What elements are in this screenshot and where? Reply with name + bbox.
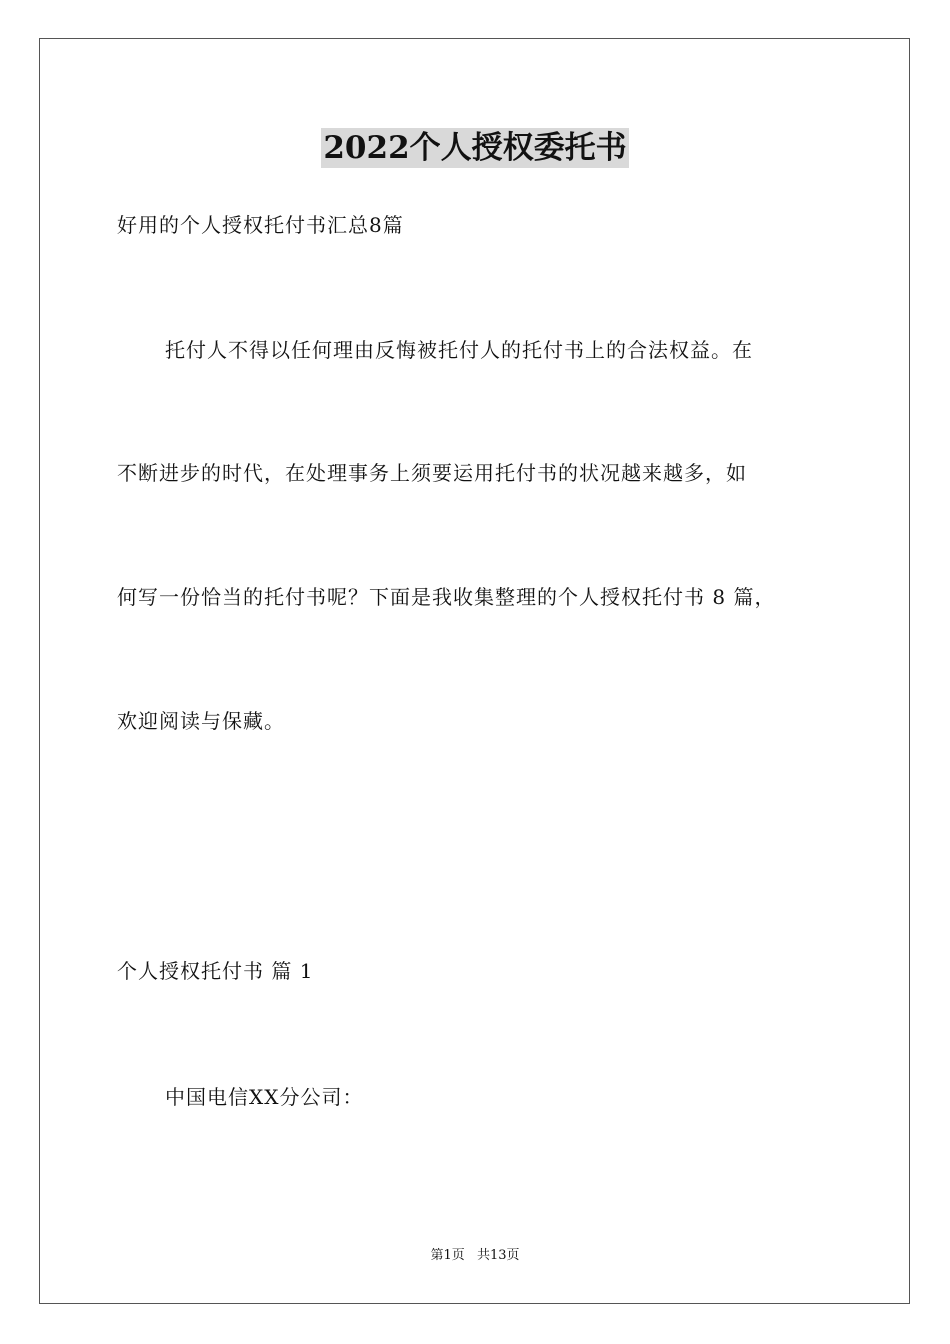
document-title: 2022个人授权委托书 (323, 130, 627, 166)
intro-line-3: 何写一份恰当的托付书呢？下面是我收集整理的个人授权托付书 8 篇， (117, 585, 776, 609)
salutation: 中国电信XX分公司： (165, 1085, 364, 1109)
page-number: 第1页 (430, 1248, 465, 1263)
page-footer (0, 1247, 950, 1265)
document-subtitle: 好用的个人授权托付书汇总8篇 (117, 213, 404, 237)
intro-line-1: 托付人不得以任何理由反悔被托付人的托付书上的合法权益。在 (165, 338, 753, 362)
total-pages: 共13页 (476, 1248, 520, 1263)
section-heading: 个人授权托付书 篇 1 (117, 959, 314, 983)
intro-line-4: 欢迎阅读与保藏。 (117, 709, 285, 733)
intro-line-2: 不断进步的时代，在处理事务上须要运用托付书的状况越来越多，如 (117, 461, 747, 485)
title-container (0, 128, 950, 168)
